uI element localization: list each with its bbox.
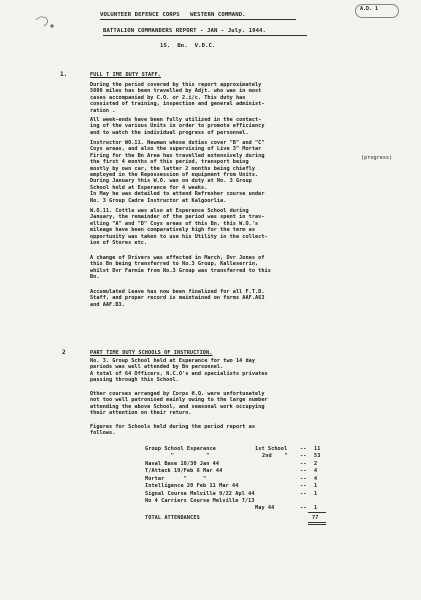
table-row-count: 1 — [314, 483, 318, 489]
paragraph: No. 3. Group School held at Esperance for two 14 day periods was well attended by Bn personnel. A total of 64 Officers, N.C.O's and specialists privates passing through this School. — [90, 358, 268, 384]
total-double-rule — [308, 524, 326, 525]
section-number: 1. — [60, 71, 68, 78]
table-row-dash: -- — [300, 505, 307, 511]
table-row-name: " " — [145, 453, 210, 459]
section-heading: FULL T IME DUTY STAFF. — [90, 72, 161, 78]
section-heading: PART TIME DUTY SCHOOLS OF INSTRUCTION. — [90, 350, 213, 356]
paragraph: During the period covered by this report approximately 5000 miles has been travelled by Adjt. who was in most cases accompanied by C.O. or 2.i/c. This duty has consisted of training, inspection and general administ- ration . — [90, 82, 265, 114]
table-row-name: Naval Base 10/30 Jan 44 — [145, 461, 220, 467]
paragraph: All week-ends have been fully utilized in the contact- ing of the various Units in order to promote efficiency and to watch the individual progress of personnel. — [90, 117, 265, 136]
paragraph: Figures for Schools held during the period report as follows. — [90, 424, 256, 437]
table-row-name: No 4 Carriers Course Melville 7/13 — [145, 498, 255, 504]
table-row-dash: -- — [300, 468, 307, 474]
table-row-name: Intelligence 20 Feb 11 Mar 44 — [145, 483, 239, 489]
total-double-rule — [308, 522, 326, 523]
margin-annotation: (progress) — [361, 155, 393, 161]
total-rule — [308, 512, 326, 513]
table-row-detail: May 44 — [255, 505, 275, 511]
corner-mark — [30, 12, 60, 34]
table-row-count: 1 — [314, 491, 318, 497]
table-row-count: 4 — [314, 468, 318, 474]
total-label: TOTAL ATTENDANCES — [145, 515, 200, 521]
page-stamp-text: A.D. 1 — [360, 6, 379, 12]
header-underline-1 — [100, 19, 296, 20]
table-row-dash: -- — [300, 461, 307, 467]
paragraph: W.O.11. Cottle was also at Esperance School during January, the remainder of the period was spent in trav- elling "A" and "D" Coys areas of this Bn, this W.O.'s mileage have been comparatively high for the term as opportunity was taken to use his Utility in the collect- ion of Stores etc. — [90, 208, 268, 247]
table-row-name: Group School Esperance — [145, 446, 216, 452]
table-row-dash: -- — [300, 446, 307, 452]
section-number: 2 — [62, 349, 66, 356]
table-row-count: 11 — [314, 446, 321, 452]
table-row-name: T/Attack 19/Feb 6 Mar 44 — [145, 468, 223, 474]
table-row-count: 2 — [314, 461, 318, 467]
total-value: 77 — [312, 515, 319, 521]
table-row-dash: -- — [300, 453, 307, 459]
paragraph: A change of Drivers was effected in March, Dvr Jones of this Bn being transferred to No.3 Group, Kalleserrin, whilst Dvr Farmie from No.3 Group was transferred to this Bn. — [90, 255, 271, 281]
table-row-dash: -- — [300, 491, 307, 497]
header-corps: VOLUNTEER DEFENCE CORPS WESTERN COMMAND. — [100, 12, 246, 18]
table-row-name: Signal Course Melville 9/22 Apl 44 — [145, 491, 255, 497]
paragraph: Accumulated Leave has now been finalized for all F.T.D. Staff, and proper record is maintained on forms AAF.A63 and AAF.B3. — [90, 289, 265, 308]
table-row-count: 53 — [314, 453, 321, 459]
paragraph: Other courses arranged by Corps H.Q. were unfortunately not too well patronised mainly owing to the large number attending the above School, and seasonal work occupying their attention on their return. — [90, 391, 268, 417]
table-row-count: 4 — [314, 476, 318, 482]
table-row-dash: -- — [300, 483, 307, 489]
header-report-title: BATTALION COMMANDERS REPORT - JAN - July. 1944. — [103, 28, 266, 34]
header-underline-2 — [103, 35, 307, 36]
table-row-count: 1 — [314, 505, 318, 511]
paragraph: Instructor WO.11. Newman whose duties cover "B" and "C" Coys areas, and also the supervising of Live 3" Mortar Firing for the Bn Area has travelled extensively during the first 4 months of this period, transport being mostly by own car, the latter 2 months being chiefly employed in the Repossession of equipment from Units. During January this W.O. was on duty at No. 3 Group School held at Esperance for 4 weeks. In May he was detailed to attend Refresher course under No. 3 Group Cadre Instructor at Kalgoorlie. — [90, 140, 265, 204]
header-battalion: 15. Bn. V.D.C. — [160, 43, 216, 49]
table-row-detail: 1st School — [255, 446, 288, 452]
table-row-name: Mortar " " — [145, 476, 207, 482]
table-row-detail: 2nd " — [262, 453, 288, 459]
table-row-dash: -- — [300, 476, 307, 482]
